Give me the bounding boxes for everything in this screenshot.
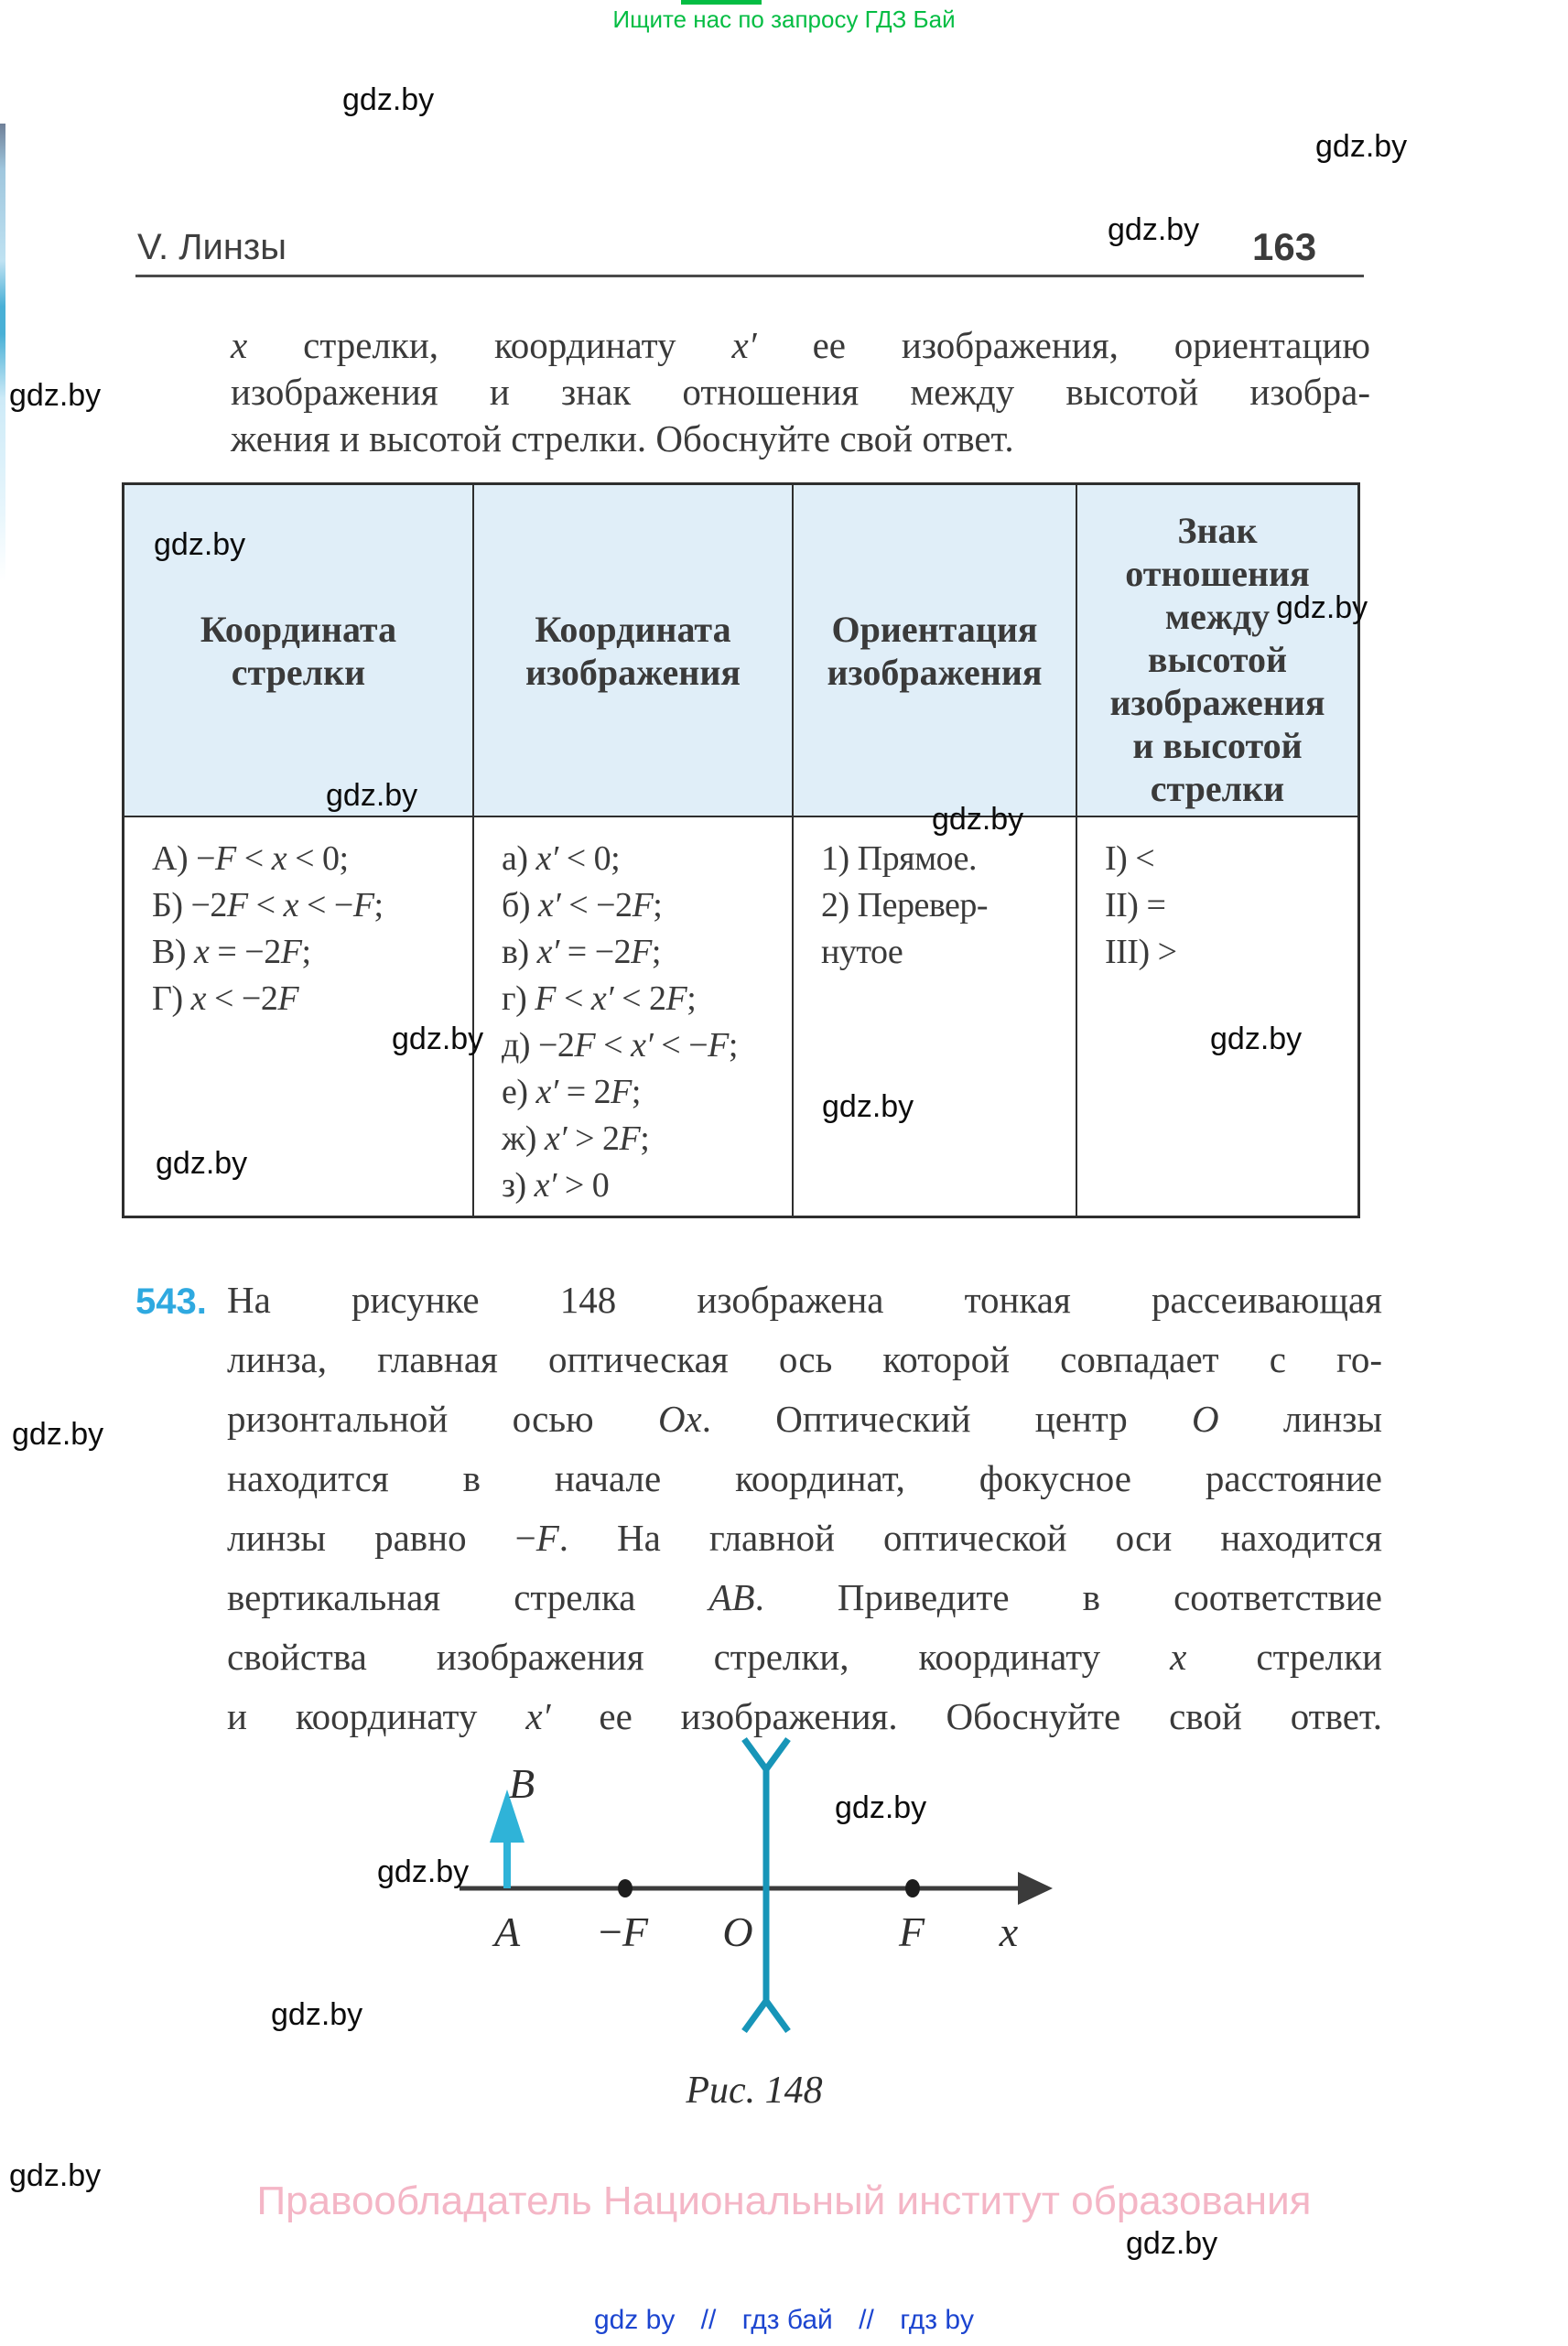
figure-caption: Рис. 148	[686, 2070, 823, 2112]
table-cell-image-coordinate	[474, 817, 794, 1216]
footer-link-gdz-by-2[interactable]: гдз by	[900, 2305, 975, 2335]
text-line: жения и высотой стрелки. Обоснуйте свой ответ.	[231, 417, 1014, 459]
text-line: находится в начале координат, фокусное расстояние	[227, 1457, 1382, 1499]
watermark: gdz.by	[271, 1997, 363, 2032]
text-line: изображения	[827, 651, 1043, 693]
link-separator: //	[700, 2305, 717, 2335]
link-separator: //	[859, 2305, 874, 2335]
scan-edge-strip	[0, 124, 5, 581]
text-line: линзы равно −F. На главной оптической оси находится	[227, 1517, 1382, 1559]
text-line: з) x′ > 0	[502, 1166, 610, 1205]
text-line: ж) x′ > 2F;	[502, 1119, 650, 1158]
text-line: I) <	[1105, 839, 1155, 878]
text-line: линза, главная оптическая ось которой совпадает с го-	[227, 1338, 1382, 1380]
text-line: Координата	[200, 608, 397, 650]
label-x: x	[999, 1908, 1019, 1955]
watermark: gdz.by	[1126, 2226, 1218, 2261]
watermark: gdz.by	[156, 1146, 248, 1181]
text-line: и координату x′ ее изображения. Обоснуйте свой ответ.	[227, 1695, 1383, 1737]
footer-link-gdz-bai[interactable]: гдз бай	[741, 2305, 833, 2335]
text-line: высотой	[1147, 639, 1288, 680]
label-O: O	[722, 1908, 753, 1955]
watermark: gdz.by	[1108, 212, 1200, 247]
header-rule	[135, 275, 1364, 277]
watermark: gdz.by	[1210, 1022, 1303, 1056]
text-line: ризонтальной осью Ox. Оптический центр O линзы	[227, 1398, 1383, 1440]
watermark: gdz.by	[932, 802, 1024, 837]
watermark: gdz.by	[12, 1417, 104, 1452]
text-line: изображения	[1109, 682, 1325, 723]
text-line: е) x′ = 2F;	[502, 1073, 641, 1111]
text-line: стрелки	[1150, 768, 1285, 809]
cut-green-text-strip	[681, 0, 762, 5]
problem-text	[227, 1270, 1382, 1746]
matching-table	[122, 482, 1360, 1218]
copyright-line: Правообладатель Национальный институт образования	[256, 2178, 1312, 2223]
watermark: gdz.by	[822, 1089, 914, 1124]
axis-arrowhead	[1018, 1872, 1053, 1905]
label-F: F	[898, 1908, 925, 1955]
watermark: gdz.by	[9, 2158, 102, 2193]
text-line: а) x′ < 0;	[502, 839, 621, 878]
text-line: Координата	[535, 608, 731, 650]
text-line: изображения	[524, 651, 741, 693]
text-line: вертикальная стрелка AB. Приведите в соответствие	[227, 1576, 1382, 1618]
text-line: III) >	[1105, 933, 1177, 971]
text-line: А) −F < x < 0;	[152, 839, 349, 878]
text-line: изображения и знак отношения между высотой изобра-	[231, 371, 1370, 413]
watermark: gdz.by	[835, 1790, 927, 1825]
table-cell-height-ratio-sign	[1077, 817, 1357, 1216]
promo-note: Ищите нас по запросу ГДЗ Бай	[612, 5, 956, 33]
label-minus-F: −F	[598, 1908, 649, 1955]
text-line: В) x = −2F;	[152, 933, 311, 971]
text-line: x стрелки, координату x′ ее изображения, ориентацию	[231, 324, 1370, 366]
watermark: gdz.by	[342, 82, 435, 117]
table-header-image-coordinate	[474, 485, 794, 817]
footer-link-gdz-by[interactable]: gdz by	[593, 2305, 676, 2335]
label-B: B	[509, 1760, 535, 1807]
far-focus-point	[905, 1879, 920, 1897]
text-line: в) x′ = −2F;	[502, 933, 661, 971]
text-line: 2) Перевер-	[821, 886, 989, 924]
problem-number: 543.	[135, 1281, 207, 1322]
watermark: gdz.by	[392, 1022, 484, 1056]
table-header-height-ratio-sign	[1077, 485, 1357, 817]
table-header-image-orientation	[794, 485, 1077, 817]
watermark: gdz.by	[9, 378, 102, 413]
watermark: gdz.by	[326, 778, 418, 813]
watermark: gdz.by	[1315, 129, 1408, 164]
footer-links	[0, 2305, 1568, 2336]
text-line: Г) x < −2F	[152, 979, 299, 1018]
intro-paragraph	[231, 322, 1370, 462]
text-line: Знак	[1177, 510, 1258, 551]
lens-bottom-arrowhead	[744, 2001, 788, 2031]
text-line: стрелки	[231, 651, 366, 693]
text-line: Ориентация	[831, 608, 1038, 650]
text-line: и высотой	[1132, 725, 1303, 766]
text-line: Б) −2F < x < −F;	[152, 886, 384, 924]
watermark: gdz.by	[1276, 590, 1368, 625]
text-line: между	[1164, 596, 1271, 637]
text-line: д) −2F < x′ < −F;	[502, 1026, 738, 1065]
lens-top-arrowhead	[744, 1739, 788, 1769]
near-focus-point	[618, 1879, 633, 1897]
watermark: gdz.by	[154, 527, 246, 562]
problem-543	[135, 1270, 1383, 1746]
text-line: 1) Прямое.	[821, 839, 977, 878]
watermark: gdz.by	[377, 1854, 470, 1889]
chapter-title: V. Линзы	[137, 227, 287, 267]
text-line: На рисунке 148 изображена тонкая рассеивающая	[227, 1279, 1382, 1321]
page-number: 163	[1252, 225, 1317, 268]
text-line: II) =	[1105, 886, 1166, 924]
text-line: г) F < x′ < 2F;	[502, 979, 697, 1018]
text-line: нутое	[821, 933, 903, 971]
text-line: отношения	[1125, 553, 1310, 594]
text-line: б) x′ < −2F;	[502, 886, 663, 924]
text-line: свойства изображения стрелки, координату x стрелки	[227, 1636, 1382, 1678]
table-cell-image-orientation	[794, 817, 1077, 1216]
label-A: A	[493, 1908, 521, 1955]
